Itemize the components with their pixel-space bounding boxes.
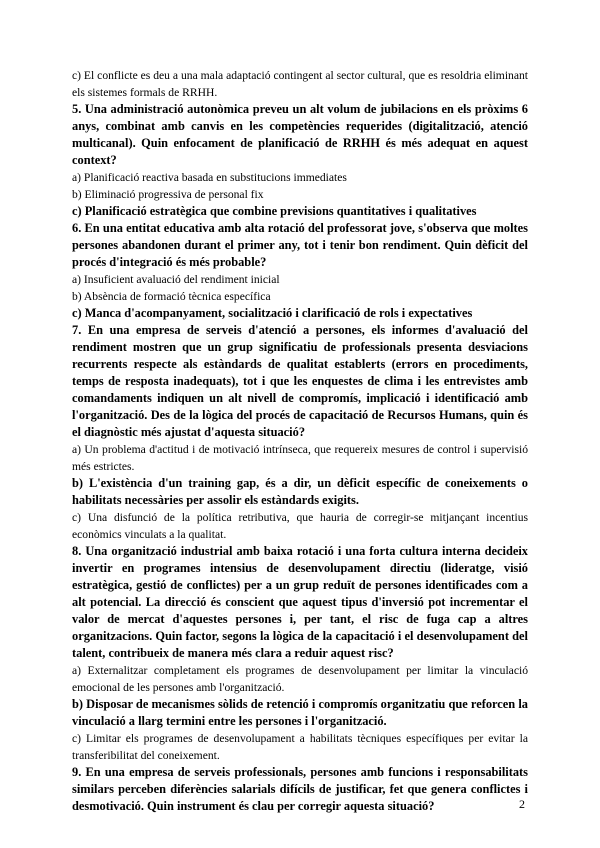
question-5-option-c: c) Planificació estratègica que combine previsions quantitatives i qualitatives — [72, 204, 477, 218]
question-5-option-a: a) Planificació reactiva basada en substitucions immediates — [72, 171, 347, 184]
question-7-option-b: b) L'existència d'un training gap, és a dir, un dèficit específic de coneixements o habilitats necessàries per assolir els estàndards exigits. — [72, 476, 528, 507]
question-5-option-b: b) Eliminació progressiva de personal fix — [72, 188, 264, 201]
question-7-option-a: a) Un problema d'actitud i de motivació intrínseca, que requereix mesures de control i supervisió més estrictes. — [72, 443, 528, 473]
question-7-option-c: c) Una disfunció de la política retributiva, que hauria de corregir-se mitjançant incentius econòmics vinculats a la qualitat. — [72, 511, 528, 541]
question-8-option-a: a) Externalitzar completament els programes de desenvolupament per limitar la vinculació emocional de les persones amb l'organització. — [72, 664, 528, 694]
question-8: 8. Una organització industrial amb baixa rotació i una forta cultura interna decideix invertir en programes intensius de desenvolupament directiu (lideratge, visió estratègica, gestió de conflictes) per a un grup reduït de persones identificades com a alt potencial. La direcció és conscient que aquest tipus d'inversió pot incrementar el valor de mercat d'aquestes persones i, per tant, el risc de fuga cap a altres organitzacions. Quin factor, segons la lògica de la capacitació i el desenvolupament del talent, contribueix de manera més clara a reduir aquest risc? — [72, 544, 528, 660]
question-7: 7. En una empresa de serveis d'atenció a persones, els informes d'avaluació del rendiment mostren que un grup significatiu de professionals presenta desviacions recurrents respecte als estàndards de qualitat establerts (errors en procediments, temps de resposta inadequats), tot i que les enquestes de clima i les entrevistes amb comandaments indiquen un alt nivell de compromís, implicació i identificació amb l'organització. Des de la lògica del procés de capacitació de Recursos Humans, quin és el diagnòstic més ajustat d'aquesta situació? — [72, 323, 528, 439]
question-8-option-b: b) Disposar de mecanismes sòlids de retenció i compromís organitzatiu que reforcen la vinculació a llarg termini entre les persones i l'organització. — [72, 697, 528, 728]
page-content — [72, 67, 528, 815]
question-6-option-c: c) Manca d'acompanyament, socialització i clarificació de rols i expectatives — [72, 306, 473, 320]
question-5: 5. Una administració autonòmica preveu un alt volum de jubilacions en els pròxims 6 anys, combinat amb canvis en les competències requerides (digitalització, atenció multicanal). Quin enfocament de planificació de RRHH és més adequat en aquest context? — [72, 102, 528, 167]
page-number: 2 — [519, 797, 525, 811]
question-6-option-a: a) Insuficient avaluació del rendiment inicial — [72, 273, 280, 286]
carryover-option: c) El conflicte es deu a una mala adaptació contingent al sector cultural, que es resoldria eliminant els sistemes formals de RRHH. — [72, 69, 528, 99]
question-8-option-c: c) Limitar els programes de desenvolupament a habilitats tècniques específiques per evitar la transferibilitat del coneixement. — [72, 732, 528, 762]
question-9: 9. En una empresa de serveis professionals, persones amb funcions i responsabilitats similars perceben diferències salarials difícils de justificar, fet que genera conflictes i desmotivació. Quin instrument és clau per corregir aquesta situació? — [72, 765, 528, 813]
question-6-option-b: b) Absència de formació tècnica específica — [72, 290, 271, 303]
question-6: 6. En una entitat educativa amb alta rotació del professorat jove, s'observa que moltes persones abandonen durant el primer any, tot i tenir bon rendiment. Quin dèficit del procés d'integració és més probable? — [72, 221, 528, 269]
